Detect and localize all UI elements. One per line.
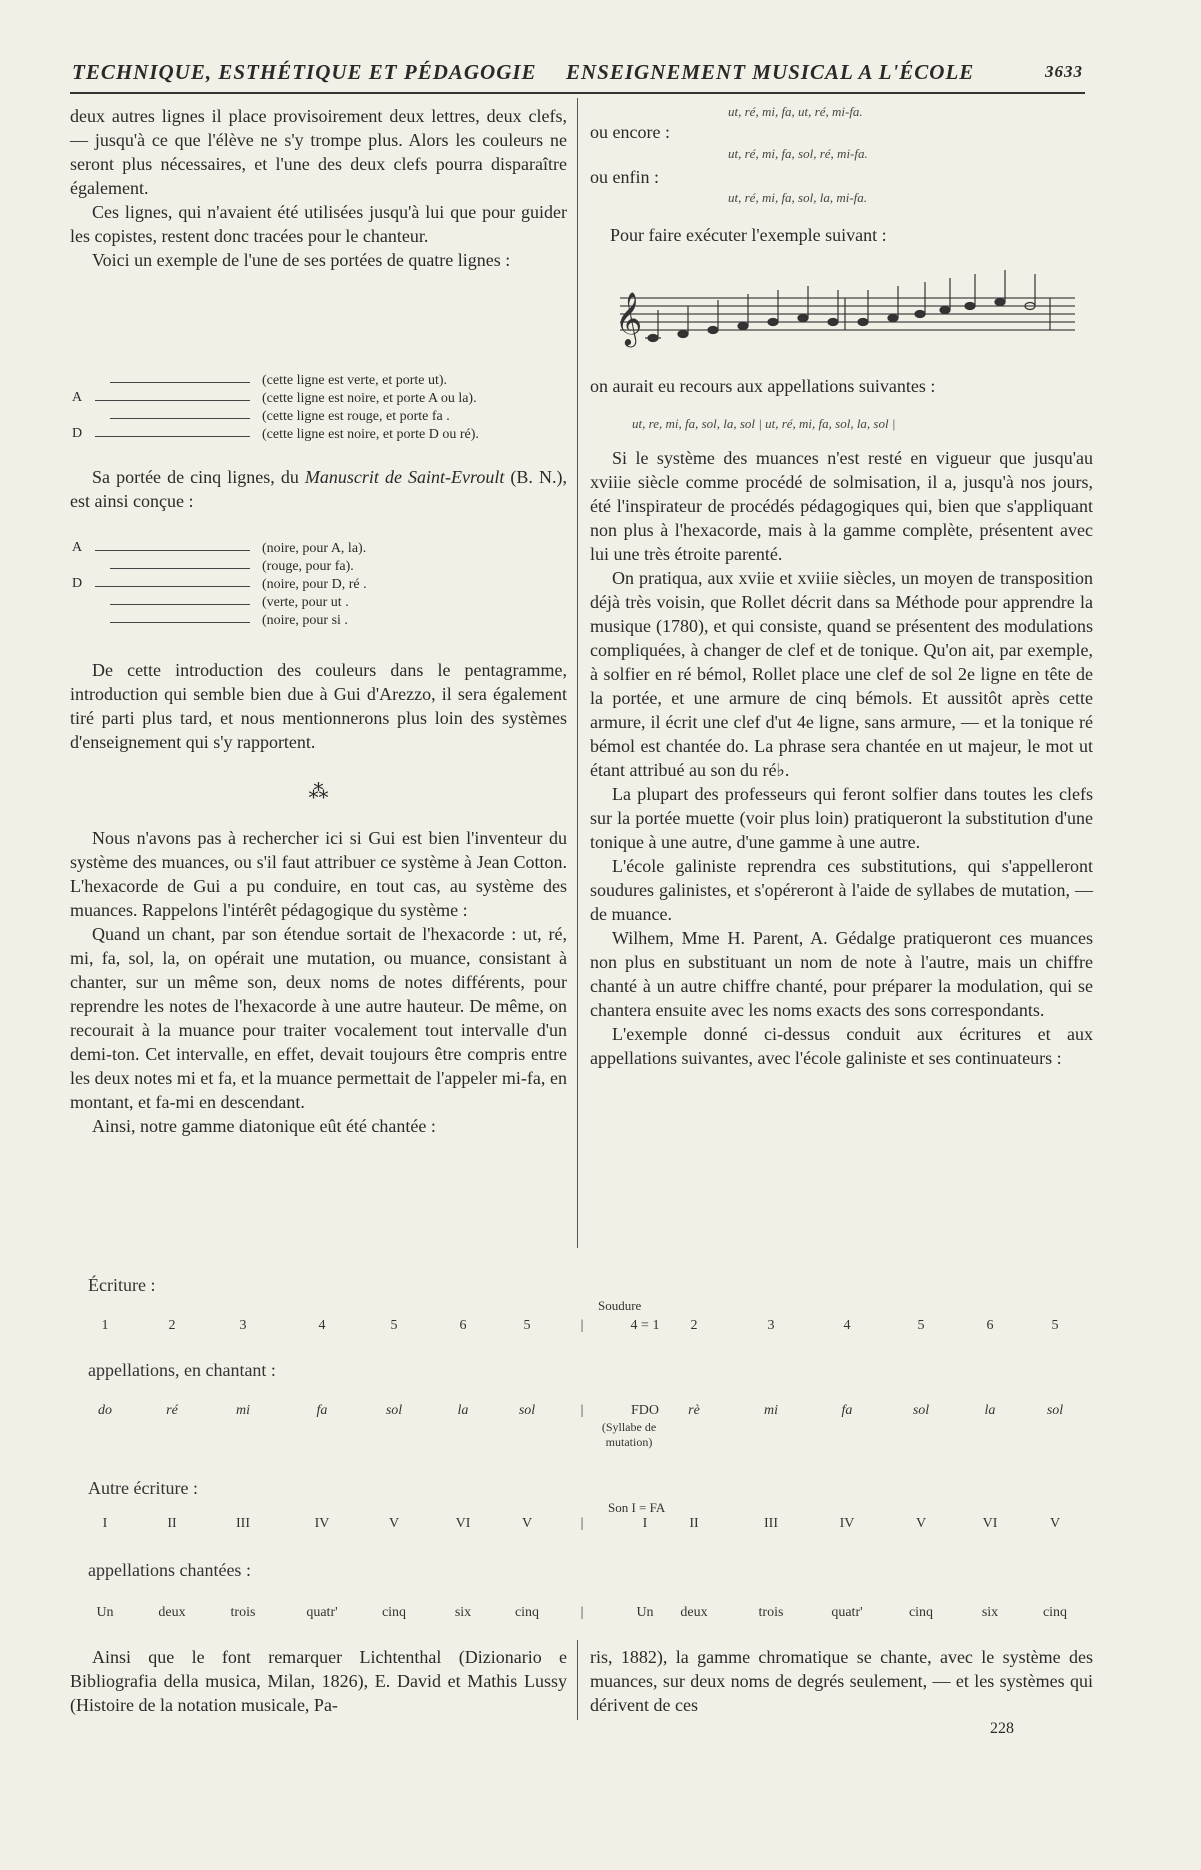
ou-enfin: ou enfin : <box>590 167 659 187</box>
table-cell: 4 <box>318 1318 326 1333</box>
svg-text:𝄞: 𝄞 <box>615 291 643 345</box>
table-cell: cinq <box>381 1605 407 1620</box>
left-para-4: Sa portée de cinq lignes, du Manuscrit de Saint-Evroult (B. N.), est ainsi conçue : <box>70 467 567 511</box>
ecriture-label: Écriture : <box>88 1275 156 1295</box>
sequence-3: ut, ré, mi, fa, sol, la, mi-fa. <box>728 190 868 205</box>
left-para-6: Nous n'avons pas à rechercher ici si Gui est bien l'inventeur du système des muances, ou s'il faut attribuer ce système à Jean Cotton. L'hexacorde de Gui a pu conduire, en tout cas, au système des muances. Rappelons l'intérêt pédagogique du système : <box>70 828 567 920</box>
staff4-caption-3: (cette ligne est rouge, et porte fa . <box>262 409 450 424</box>
syllabe-note: (Syllabe de mutation) <box>601 1420 657 1449</box>
table-cell: do <box>98 1403 112 1418</box>
table-cell: Un <box>96 1605 114 1620</box>
staff4-caption-4: (cette ligne est noire, et porte D ou ré). <box>262 427 479 442</box>
table-cell: sol <box>912 1403 930 1418</box>
left-para-8: Ainsi, notre gamme diatonique eût été chantée : <box>92 1116 436 1136</box>
staff4-line-4 <box>95 436 250 437</box>
staff5-caption-3: (noire, pour D, ré . <box>262 577 367 592</box>
table-cell: | <box>580 1605 584 1620</box>
table-cell: fa <box>841 1403 853 1418</box>
staff4-letter-d: D <box>72 426 83 441</box>
table-cell: six <box>981 1605 999 1620</box>
staff4-line-2 <box>95 400 250 401</box>
staff5-line-4 <box>110 604 250 605</box>
sequence-2: ut, ré, mi, fa, sol, ré, mi-fa. <box>728 146 868 161</box>
table-cell: VI <box>982 1516 998 1531</box>
table-cell: quatr' <box>306 1605 338 1620</box>
right-column <box>590 446 1093 1070</box>
table-cell: IV <box>314 1516 330 1531</box>
table-cell: trois <box>230 1605 256 1620</box>
staff5-line-5 <box>110 622 250 623</box>
table-cell: la <box>984 1403 996 1418</box>
table-cell: II <box>167 1516 177 1531</box>
table-cell: III <box>236 1516 250 1531</box>
table-cell: deux <box>158 1605 186 1620</box>
on-aurait: on aurait eu recours aux appellations suivantes : <box>590 376 936 396</box>
staff4-caption-2: (cette ligne est noire, et porte A ou la). <box>262 391 477 406</box>
left-para-1: deux autres lignes il place provisoirement deux lettres, deux clefs, — jusqu'à ce que l'élève ne s'y trompe plus. Alors les couleurs ne seront plus nécessaires, et l'une des deux clefs pourra disparaître également. <box>70 106 567 198</box>
sequence-1: ut, ré, mi, fa, ut, ré, mi-fa. <box>728 104 863 119</box>
staff4-caption-1: (cette ligne est verte, et porte ut). <box>262 373 448 388</box>
table-cell: | <box>580 1516 584 1531</box>
left-para-2: Ces lignes, qui n'avaient été utilisées jusqu'à lui que pour guider les copistes, restent donc tracées pour le chanteur. <box>70 202 567 246</box>
table-cell: 3 <box>239 1318 247 1333</box>
staff5-caption-5: (noire, pour si . <box>262 613 348 628</box>
right-para-6: L'exemple donné ci-dessus conduit aux écritures et aux appellations suivantes, avec l'école galiniste et ses continuateurs : <box>590 1024 1093 1068</box>
table-cell: 5 <box>917 1318 925 1333</box>
music-staff <box>605 270 1080 350</box>
table-cell: 5 <box>523 1318 531 1333</box>
autre-ecriture-label: Autre écriture : <box>88 1478 198 1498</box>
table-cell: III <box>764 1516 778 1531</box>
sequence-4: ut, re, mi, fa, sol, la, sol | ut, ré, mi, fa, sol, la, sol | <box>632 416 896 431</box>
table-cell: cinq <box>1042 1605 1068 1620</box>
table-cell: cinq <box>908 1605 934 1620</box>
ou-encore: ou encore : <box>590 122 670 142</box>
table-cell: 5 <box>390 1318 398 1333</box>
staff4-line-3 <box>110 418 250 419</box>
staff5-line-1 <box>95 550 250 551</box>
table-cell: II <box>689 1516 699 1531</box>
left-column-3 <box>70 658 567 1138</box>
staff5-letter-a: A <box>72 540 83 555</box>
table-cell: I <box>102 1516 108 1531</box>
table-cell: I <box>642 1516 648 1531</box>
bottom-right-para: ris, 1882), la gamme chromatique se chante, avec le système des muances, sur deux noms de degrés seulement, — et les systèmes qui dérivent de ces <box>590 1647 1093 1715</box>
table-cell: cinq <box>514 1605 540 1620</box>
table-cell: 4 = 1 <box>630 1318 660 1333</box>
staff5-line-2 <box>110 568 250 569</box>
staff5-caption-4: (verte, pour ut . <box>262 595 349 610</box>
pour-faire: Pour faire exécuter l'exemple suivant : <box>610 225 887 245</box>
table-cell: ré <box>166 1403 178 1418</box>
table-cell: V <box>915 1516 927 1531</box>
table-cell: deux <box>680 1605 708 1620</box>
table-cell: sol <box>385 1403 403 1418</box>
page-number: 3633 <box>1045 62 1083 81</box>
left-column <box>70 104 567 272</box>
table-cell: la <box>457 1403 469 1418</box>
table-cell: mi <box>236 1403 250 1418</box>
right-para-4: L'école galiniste reprendra ces substitutions, qui s'appelleront soudures galinistes, et s'opéreront à l'aide de syllabes de mutation, — de muance. <box>590 856 1093 924</box>
table-cell: V <box>388 1516 400 1531</box>
table-cell: 6 <box>459 1318 467 1333</box>
table-cell: Un <box>636 1605 654 1620</box>
table-cell: VI <box>455 1516 471 1531</box>
table-cell: 2 <box>168 1318 176 1333</box>
table-cell: rè <box>688 1403 700 1418</box>
table-cell: V <box>1049 1516 1061 1531</box>
column-rule <box>577 98 578 1248</box>
asterism: ⁂ <box>308 781 329 803</box>
left-para-7: Quand un chant, par son étendue sortait de l'hexacorde : ut, ré, mi, fa, sol, la, on opérait une mutation, ou muance, consistant à chanter, sur un même son, deux noms de notes différents, pour reprendre les notes de l'hexacorde à une autre hauteur. De même, on recourait à la muance pour traiter vocalement tout intervalle d'un demi-ton. Cet intervalle, en effet, devait toujours être compris entre les deux notes mi et fa, et la muance permettait de l'appeler mi-fa, en montant, et fa-mi en descendant. <box>70 924 567 1112</box>
appellations-label: appellations, en chantant : <box>88 1360 276 1380</box>
table-cell: six <box>454 1605 472 1620</box>
right-para-2: On pratiqua, aux xviie et xviiie siècles, un moyen de transposition déjà très voisin, que Rollet décrit dans sa Méthode pour apprendre la musique (1780), et qui consiste, quand se présentent des modulations compliquées, à changer de clef et de tonique. Qu'on ait, par exemple, à solfier en ré bémol, Rollet place une clef de sol 2e ligne en tête de la portée, et une armure de cinq bémols. Et aussitôt après cette armure, il écrit une clef d'ut 4e ligne, sans armure, — et la tonique ré bémol est chantée do. La phrase sera chantée en ut majeur, le mot ut étant attribué au son du ré♭. <box>590 568 1093 780</box>
table-cell: 2 <box>690 1318 698 1333</box>
staff4-line-1 <box>110 382 250 383</box>
right-para-5: Wilhem, Mme H. Parent, A. Gédalge pratiqueront ces muances non plus en substituant un nom de note à l'autre, mais un chiffre chanté à un autre chiffre chanté, pour préparer la modulation, qui se chantera ensuite avec les noms exacts des sons correspondants. <box>590 928 1093 1020</box>
left-para-5: De cette introduction des couleurs dans le pentagramme, introduction qui semble bien due à Gui d'Arezzo, il sera également tiré parti plus tard, et nous mentionnerons plus loin des systèmes d'enseignement qui s'y rapportent. <box>70 660 567 752</box>
staff5-caption-2: (rouge, pour fa). <box>262 559 354 574</box>
right-para-1: Si le système des muances n'est resté en vigueur que jusqu'au xviiie siècle comme procédé de solmisation, il a, jusqu'à nos jours, été l'inspirateur de procédés pédagogiques qui, bien que s'appliquant non plus à l'hexacorde, mais à la gamme complète, présentent avec lui une très étroite parenté. <box>590 448 1093 564</box>
table-cell: 1 <box>101 1318 109 1333</box>
chantees-label: appellations chantées : <box>88 1560 251 1580</box>
table-cell: V <box>521 1516 533 1531</box>
table-cell: 5 <box>1051 1318 1059 1333</box>
table-cell: trois <box>758 1605 784 1620</box>
table-cell: IV <box>839 1516 855 1531</box>
header-rule <box>70 92 1085 94</box>
header-left: TECHNIQUE, ESTHÉTIQUE ET PÉDAGOGIE <box>72 60 537 84</box>
table-cell: 4 <box>843 1318 851 1333</box>
table-cell: fa <box>316 1403 328 1418</box>
son-fa-label: Son I = FA <box>608 1500 666 1515</box>
table-cell: sol <box>1046 1403 1064 1418</box>
table-cell: | <box>580 1318 584 1333</box>
table-cell: mi <box>764 1403 778 1418</box>
left-column-2 <box>70 465 567 513</box>
soudure-label: Soudure <box>598 1298 642 1313</box>
staff5-caption-1: (noire, pour A, la). <box>262 541 367 556</box>
table-cell: | <box>580 1403 584 1418</box>
bottom-right <box>590 1645 1093 1717</box>
bottom-left-para: Ainsi que le font remarquer Lichtenthal (Dizionario e Bibliografia della musica, Milan, 1826), E. David et Mathis Lussy (Histoire de la notation musicale, Pa- <box>70 1647 567 1715</box>
table-cell: FDO <box>630 1403 659 1418</box>
folio-number: 228 <box>990 1720 1014 1737</box>
table-cell: 6 <box>986 1318 994 1333</box>
column-rule-bottom <box>577 1640 578 1720</box>
right-para-3: La plupart des professeurs qui feront solfier dans toutes les clefs sur la portée muette (voir plus loin) pratiqueront la substitution d'une tonique à une autre, d'une gamme à une autre. <box>590 784 1093 852</box>
staff4-letter-a: A <box>72 390 83 405</box>
table-cell: quatr' <box>831 1605 863 1620</box>
staff5-letter-d: D <box>72 576 83 591</box>
table-cell: 3 <box>767 1318 775 1333</box>
staff5-line-3 <box>95 586 250 587</box>
left-para-3: Voici un exemple de l'une de ses portées de quatre lignes : <box>92 250 511 270</box>
table-cell: sol <box>518 1403 536 1418</box>
header-right: ENSEIGNEMENT MUSICAL A L'ÉCOLE <box>566 60 975 84</box>
bottom-left <box>70 1645 567 1717</box>
